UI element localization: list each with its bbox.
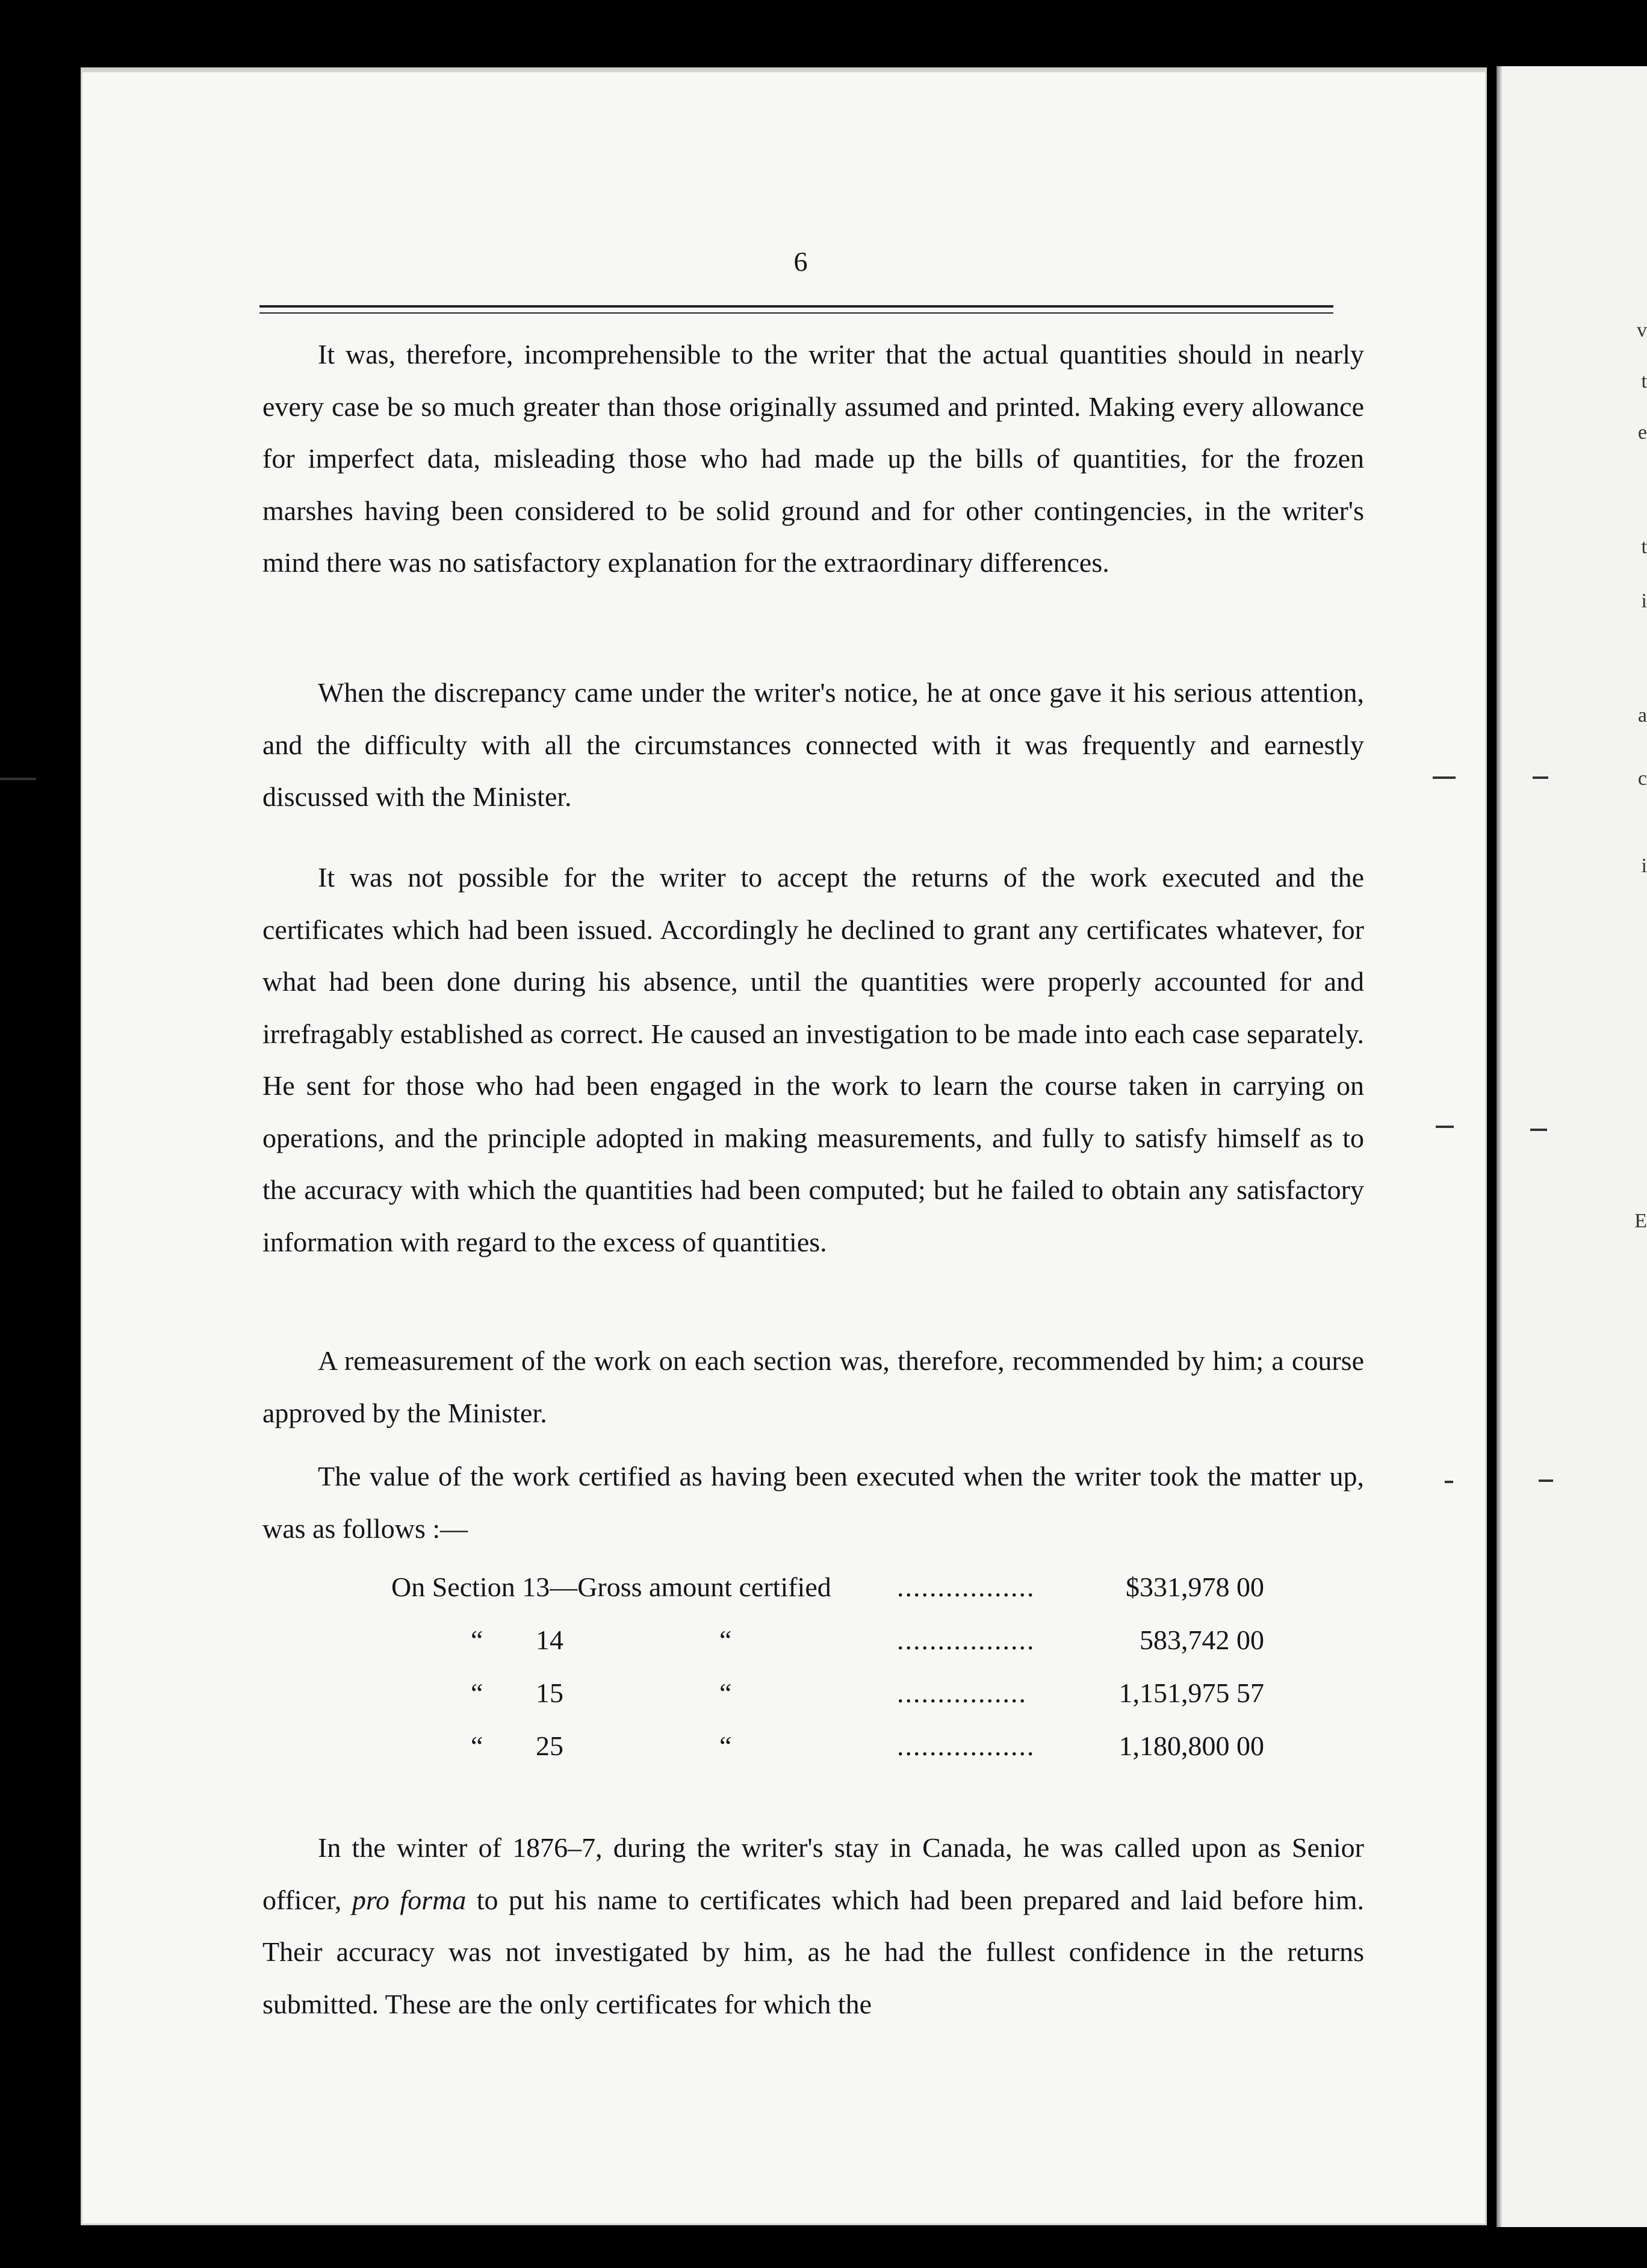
body-paragraph (262, 852, 1364, 1268)
ledger-dots: ................ (897, 1678, 1027, 1708)
paragraph-text: The value of the work certified as having been executed when the writer took the matter up, was as follows :— (262, 1461, 1364, 1544)
facing-page-fragment: v (1637, 319, 1647, 341)
ledger-amount: 583,742 00 (1140, 1625, 1264, 1655)
facing-page-fragment: t (1641, 536, 1647, 558)
scan-mark (1530, 1129, 1547, 1131)
paragraph-text-start: In the winter of 1876–7, during the writer's stay in Canada, he was called upon as Senior officer, (262, 1832, 1364, 1915)
paragraph-text: It was not possible for the writer to accept the returns of the work executed and the certificates which had been issued. Accordingly he declined to grant any certificates whatever, for what had been done during his absence, until the quantities were properly accounted for and irrefragably established as correct. He caused an investigation to be made into each case separately. He sent for those who had been engaged in the work to learn the course taken in carrying on operations, and the principle adopted in making measurements, and fully to satisfy himself as to the accuracy with which the quantities had been computed; but he failed to obtain any satisfactory information with regard to the excess of quantities. (262, 862, 1364, 1257)
scan-mark (0, 778, 36, 780)
body-paragraph (262, 1451, 1364, 1555)
ledger-dots: ................. (897, 1572, 1035, 1602)
paragraph-text: When the discrepancy came under the writer's notice, he at once gave it his serious attention, and the difficulty with all the circumstances connected with it was frequently and earnestly discussed with the Minister. (262, 677, 1364, 812)
facing-page (1497, 66, 1647, 2227)
ledger-amount: 1,151,975 57 (1118, 1678, 1264, 1708)
ledger-row (391, 1571, 1264, 1624)
scan-mark (1436, 1126, 1454, 1128)
scan-mark (1533, 776, 1548, 779)
paragraph-text-end: to put his name to certificates which had been prepared and laid before him. Their accuracy was not investigated by him, as he had the fullest confidence in the returns submitted. These are the only certificates for which the (262, 1884, 1364, 2019)
facing-page-fragment: E (1634, 1210, 1647, 1232)
paragraph-text: A remeasurement of the work on each section was, therefore, recommended by him; a course approved by the Minister. (262, 1345, 1364, 1428)
body-paragraph (262, 1822, 1364, 2030)
facing-page-fragment: i (1641, 590, 1647, 612)
paragraph-text: It was, therefore, incomprehensible to the writer that the actual quantities should in nearly every case be so much greater than those originally assumed and printed. Making every allowance for imperfect data, misleading those who had made up the bills of quantities, for the frozen marshes having been considered to be solid ground and for other contingencies, in the writer's mind there was no satisfactory explanation for the extraordinary differences. (262, 339, 1364, 578)
section-number: 15 (536, 1678, 563, 1708)
ditto-mark: “ (719, 1678, 732, 1708)
section-number: 14 (536, 1625, 563, 1655)
ledger-row (391, 1624, 1264, 1677)
ledger-label: On Section 13—Gross amount certified (391, 1572, 831, 1602)
header-rule (259, 312, 1333, 314)
scan-mark (1539, 1479, 1553, 1482)
ledger-dots: ................. (897, 1730, 1035, 1761)
ditto-mark: “ (471, 1730, 483, 1761)
page-number: 6 (793, 246, 808, 277)
ditto-mark: “ (471, 1625, 483, 1655)
ledger-dots: ................. (897, 1625, 1035, 1655)
facing-page-fragment: e (1637, 421, 1647, 444)
ditto-mark: “ (719, 1730, 732, 1761)
ditto-mark: “ (719, 1625, 732, 1655)
page-gutter (1497, 66, 1503, 2227)
italic-phrase: pro forma (352, 1884, 467, 1915)
facing-page-fragment: i (1641, 855, 1647, 877)
ledger-row (391, 1677, 1264, 1730)
ledger-amount: $331,978 00 (1126, 1572, 1264, 1602)
facing-page-fragment: a (1637, 704, 1647, 727)
ledger-amount: 1,180,800 00 (1118, 1730, 1264, 1761)
scan-mark (1433, 776, 1456, 779)
body-paragraph (262, 1335, 1364, 1439)
ledger-row (391, 1730, 1264, 1783)
facing-page-fragment: t (1641, 370, 1647, 392)
body-paragraph (262, 667, 1364, 823)
section-number: 25 (536, 1730, 563, 1761)
scan-mark (1445, 1481, 1453, 1483)
paragraph-text (262, 1822, 1364, 2030)
body-paragraph (262, 329, 1364, 589)
certified-amounts-ledger (391, 1571, 1264, 1783)
header-rule (259, 305, 1333, 308)
ditto-mark: “ (471, 1678, 483, 1708)
facing-page-fragment: c (1637, 767, 1647, 790)
